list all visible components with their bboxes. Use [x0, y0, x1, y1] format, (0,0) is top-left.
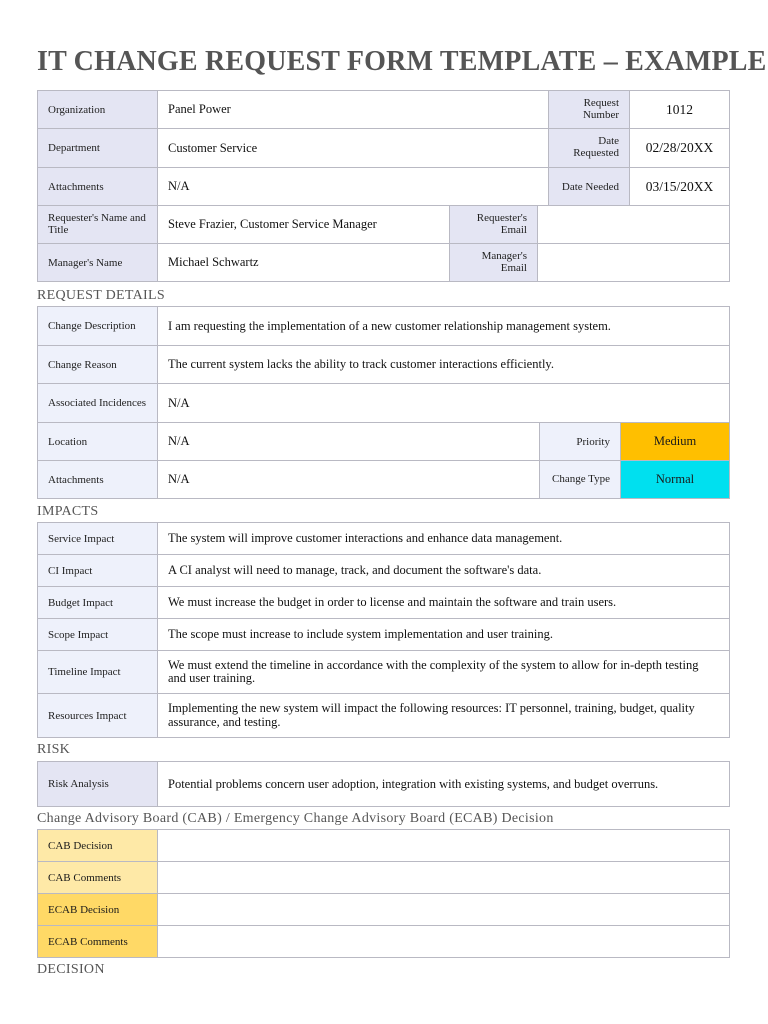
- service-impact-value[interactable]: The system will improve customer interactions and enhance data management.: [158, 523, 730, 555]
- date-requested-label: Date Requested: [549, 129, 630, 168]
- organization-value[interactable]: Panel Power: [158, 91, 549, 129]
- change-reason-label: Change Reason: [38, 346, 158, 384]
- department-value[interactable]: Customer Service: [158, 129, 549, 168]
- risk-analysis-value[interactable]: Potential problems concern user adoption, integration with existing systems, and budget overruns.: [158, 762, 730, 807]
- requester-value[interactable]: Steve Frazier, Customer Service Manager: [158, 206, 450, 244]
- risk-table: [37, 761, 730, 807]
- resources-impact-value[interactable]: Implementing the new system will impact the following resources: IT personnel, training, budget, quality assurance, and testing.: [158, 694, 730, 738]
- change-type-label: Change Type: [540, 461, 621, 499]
- location-value[interactable]: N/A: [158, 423, 540, 461]
- timeline-impact-value[interactable]: We must extend the timeline in accordance with the complexity of the system to allow for in-depth testing and user training.: [158, 651, 730, 694]
- attachments-label: Attachments: [38, 168, 158, 206]
- organization-label: Organization: [38, 91, 158, 129]
- request-number-value[interactable]: 1012: [630, 91, 730, 129]
- resources-impact-label: Resources Impact: [38, 694, 158, 738]
- date-requested-value[interactable]: 02/28/20XX: [630, 129, 730, 168]
- change-reason-value[interactable]: The current system lacks the ability to track customer interactions efficiently.: [158, 346, 730, 384]
- cab-comments-value[interactable]: [158, 862, 730, 894]
- manager-email-value[interactable]: [538, 244, 730, 282]
- impacts-heading: IMPACTS: [37, 504, 99, 519]
- ci-impact-value[interactable]: A CI analyst will need to manage, track, and document the software's data.: [158, 555, 730, 587]
- location-label: Location: [38, 423, 158, 461]
- details-attachments-label: Attachments: [38, 461, 158, 499]
- manager-email-label: Manager's Email: [450, 244, 538, 282]
- change-description-value[interactable]: I am requesting the implementation of a new customer relationship management system.: [158, 307, 730, 346]
- ecab-comments-value[interactable]: [158, 926, 730, 958]
- ecab-decision-label: ECAB Decision: [38, 894, 158, 926]
- cab-comments-label: CAB Comments: [38, 862, 158, 894]
- requester-label: Requester's Name and Title: [38, 206, 158, 244]
- timeline-impact-label: Timeline Impact: [38, 651, 158, 694]
- details-attachments-value[interactable]: N/A: [158, 461, 540, 499]
- date-needed-value[interactable]: 03/15/20XX: [630, 168, 730, 206]
- date-needed-label: Date Needed: [549, 168, 630, 206]
- request-number-label: Request Number: [549, 91, 630, 129]
- priority-value[interactable]: Medium: [621, 423, 730, 461]
- department-label: Department: [38, 129, 158, 168]
- decision-heading: DECISION: [37, 962, 105, 977]
- associated-incidences-label: Associated Incidences: [38, 384, 158, 423]
- risk-analysis-label: Risk Analysis: [38, 762, 158, 807]
- impacts-table: [37, 522, 730, 738]
- associated-incidences-value[interactable]: N/A: [158, 384, 730, 423]
- scope-impact-value[interactable]: The scope must increase to include system implementation and user training.: [158, 619, 730, 651]
- request-details-heading: REQUEST DETAILS: [37, 288, 165, 303]
- header-table: [37, 90, 730, 282]
- budget-impact-value[interactable]: We must increase the budget in order to license and maintain the software and train users.: [158, 587, 730, 619]
- ecab-comments-label: ECAB Comments: [38, 926, 158, 958]
- budget-impact-label: Budget Impact: [38, 587, 158, 619]
- ecab-decision-value[interactable]: [158, 894, 730, 926]
- change-description-label: Change Description: [38, 307, 158, 346]
- priority-label: Priority: [540, 423, 621, 461]
- cab-decision-value[interactable]: [158, 830, 730, 862]
- change-type-value[interactable]: Normal: [621, 461, 730, 499]
- manager-value[interactable]: Michael Schwartz: [158, 244, 450, 282]
- requester-email-label: Requester's Email: [450, 206, 538, 244]
- risk-heading: RISK: [37, 742, 71, 757]
- manager-label: Manager's Name: [38, 244, 158, 282]
- page-title: IT CHANGE REQUEST FORM TEMPLATE – EXAMPLE: [37, 46, 767, 77]
- requester-email-value[interactable]: [538, 206, 730, 244]
- cab-decision-label: CAB Decision: [38, 830, 158, 862]
- attachments-value[interactable]: N/A: [158, 168, 549, 206]
- ci-impact-label: CI Impact: [38, 555, 158, 587]
- request-details-table: [37, 306, 730, 499]
- scope-impact-label: Scope Impact: [38, 619, 158, 651]
- service-impact-label: Service Impact: [38, 523, 158, 555]
- cab-heading: Change Advisory Board (CAB) / Emergency Change Advisory Board (ECAB) Decision: [37, 811, 554, 826]
- cab-table: [37, 829, 730, 958]
